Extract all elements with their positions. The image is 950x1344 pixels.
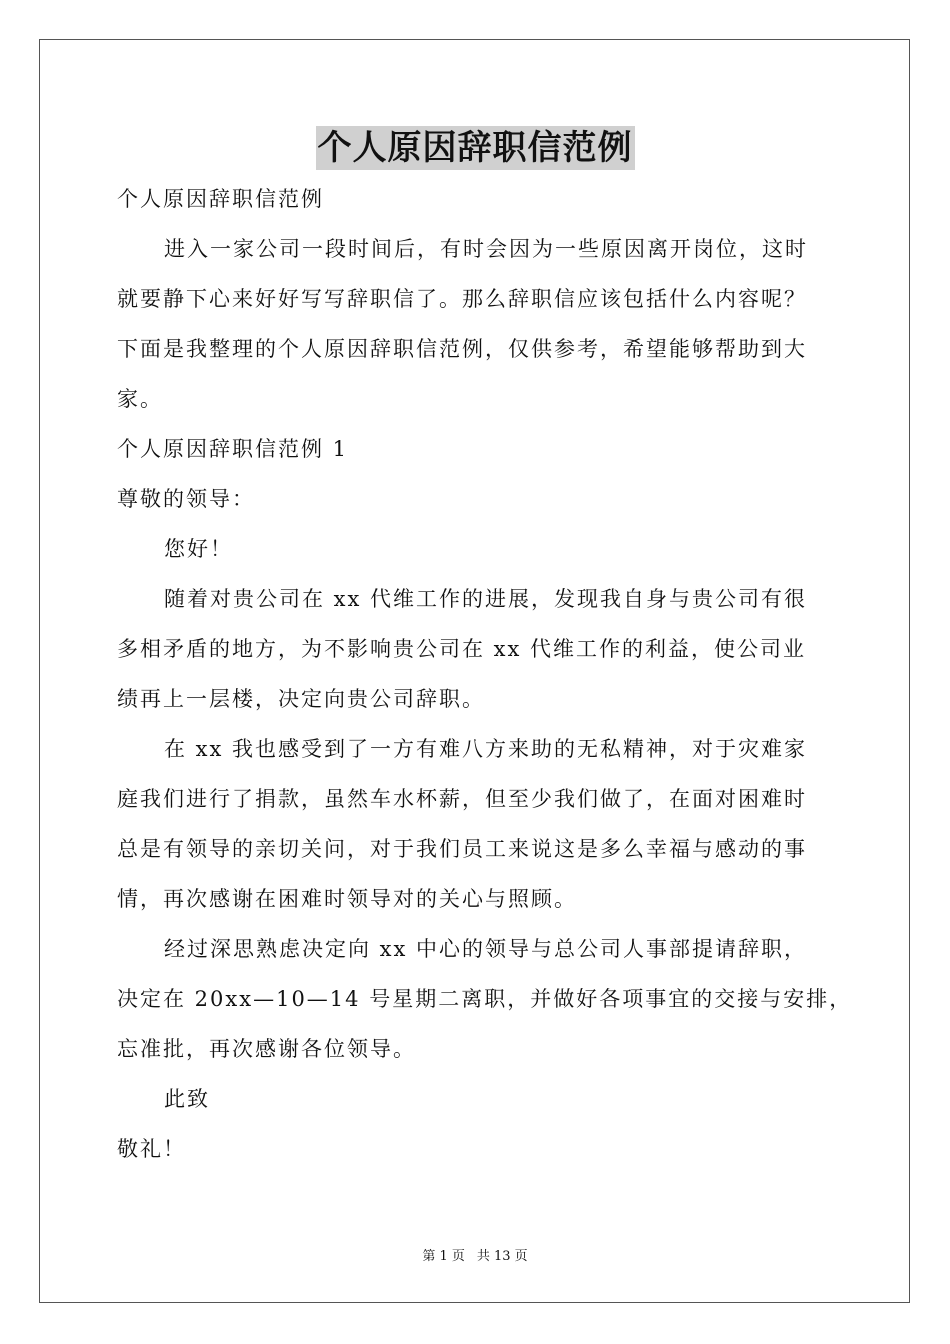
subtitle-line: 个人原因辞职信范例 <box>117 187 324 211</box>
paragraph-2-line-2: 庭我们进行了捐款，虽然车水杯薪，但至少我们做了，在面对困难时 <box>117 787 807 811</box>
paragraph-2-line-1: 在 xx 我也感受到了一方有难八方来助的无私精神，对于灾难家 <box>164 737 808 761</box>
paragraph-1-line-1: 随着对贵公司在 xx 代维工作的进展，发现我自身与贵公司有很 <box>164 587 808 611</box>
paragraph-3-line-3: 忘准批，再次感谢各位领导。 <box>117 1037 416 1061</box>
paragraph-1-line-2: 多相矛盾的地方，为不影响贵公司在 xx 代维工作的利益，使公司业 <box>117 637 807 661</box>
salutation: 尊敬的领导： <box>117 487 255 511</box>
paragraph-2-line-4: 情，再次感谢在困难时领导对的关心与照顾。 <box>117 887 577 911</box>
paragraph-2-line-3: 总是有领导的亲切关问，对于我们员工来说这是多么幸福与感动的事 <box>117 837 807 861</box>
paragraph-3-line-2: 决定在 20xx—10—14 号星期二离职，并做好各项事宜的交接与安排， <box>117 987 853 1011</box>
closing-regards: 敬礼！ <box>117 1137 186 1161</box>
greeting: 您好！ <box>164 537 233 561</box>
document-title: 个人原因辞职信范例 <box>317 128 633 168</box>
intro-line-4: 家。 <box>117 387 163 411</box>
paragraph-3-line-1: 经过深思熟虑决定向 xx 中心的领导与总公司人事部提请辞职， <box>164 937 808 961</box>
section-heading: 个人原因辞职信范例 1 <box>117 437 349 461</box>
paragraph-1-line-3: 绩再上一层楼，决定向贵公司辞职。 <box>117 687 485 711</box>
intro-line-2: 就要静下心来好好写写辞职信了。那么辞职信应该包括什么内容呢？ <box>117 287 807 311</box>
title-container <box>0 126 950 170</box>
page-footer <box>0 1248 950 1266</box>
closing-phrase: 此致 <box>164 1087 210 1111</box>
page-number: 第 1 页 <box>422 1249 465 1264</box>
intro-line-1: 进入一家公司一段时间后，有时会因为一些原因离开岗位，这时 <box>164 237 808 261</box>
page-total: 共 13 页 <box>476 1249 528 1264</box>
intro-line-3: 下面是我整理的个人原因辞职信范例，仅供参考，希望能够帮助到大 <box>117 337 807 361</box>
